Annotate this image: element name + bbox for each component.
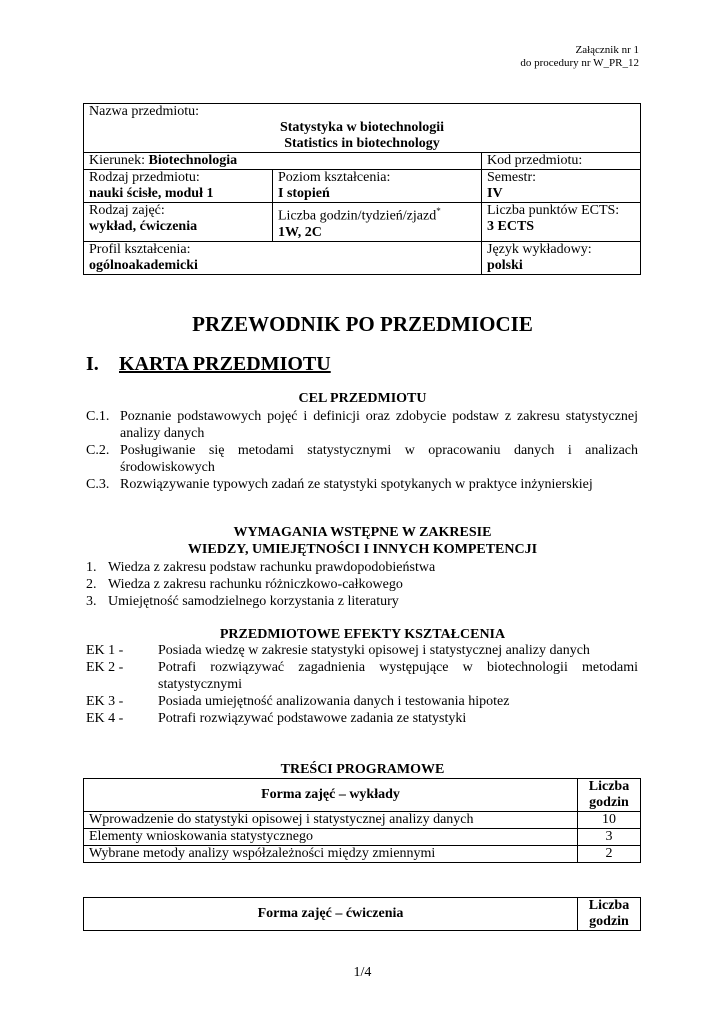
lecture-topic: Wprowadzenie do statystyki opisowej i statystycznej analizy danych xyxy=(84,812,578,829)
lectures-hours-header xyxy=(578,779,641,812)
class-type-value: wykład, ćwiczenia xyxy=(89,219,198,234)
course-code-cell xyxy=(482,153,641,170)
exercises-table xyxy=(83,897,641,931)
requirement-text: Wiedza z zakresu podstaw rachunku prawdopodobieństwa xyxy=(108,560,436,575)
attachment-line-1: Załącznik nr 1 xyxy=(575,44,639,56)
field-of-study-value: Biotechnologia xyxy=(148,153,238,168)
list-item xyxy=(86,693,638,710)
outcome-text: Potrafi rozwiązywać podstawowe zadania ze statystyki xyxy=(158,711,467,726)
list-item xyxy=(86,442,638,476)
objectives-heading: CEL PRZEDMIOTU xyxy=(298,391,427,406)
exercises-hours-header xyxy=(578,898,641,931)
course-code-label: Kod przedmiotu: xyxy=(487,153,583,168)
requirement-label: 1. xyxy=(86,560,97,575)
outcome-label: EK 2 - xyxy=(86,660,124,675)
hours-cell xyxy=(273,203,482,242)
section-number: I. xyxy=(86,353,99,375)
outcome-text: Potrafi rozwiązywać zagadnienia występujące w biotechnologii metodami statystycznymi xyxy=(158,660,638,692)
section-title: KARTA PRZEDMIOTU xyxy=(119,353,331,375)
hours-header-line-1: Liczba xyxy=(588,898,630,913)
table-row xyxy=(84,846,641,863)
list-item xyxy=(86,476,638,493)
language-cell xyxy=(482,241,641,274)
lectures-table xyxy=(83,778,641,863)
education-level-cell xyxy=(273,170,482,203)
course-type-label: Rodzaj przedmiotu: xyxy=(89,170,200,185)
section-heading xyxy=(86,353,331,376)
program-content-heading: TREŚCI PROGRAMOWE xyxy=(280,762,445,777)
language-value: polski xyxy=(487,257,523,273)
list-item xyxy=(86,593,638,610)
objective-text: Posługiwanie się metodami statystycznymi w opracowaniu danych i analizach środowiskowych xyxy=(120,443,638,475)
lectures-header: Forma zajęć – wykłady xyxy=(84,779,578,812)
hours-header-line-2: godzin xyxy=(589,914,629,929)
field-of-study-cell xyxy=(84,153,482,170)
course-info-table xyxy=(83,103,641,275)
class-type-cell xyxy=(84,203,273,242)
requirements-heading-2: WIEDZY, UMIEJĘTNOŚCI I INNYCH KOMPETENCJI xyxy=(187,542,538,557)
list-item xyxy=(86,559,638,576)
requirement-label: 2. xyxy=(86,577,97,592)
education-level-label: Poziom kształcenia: xyxy=(278,170,391,185)
requirement-text: Umiejętność samodzielnego korzystania z literatury xyxy=(108,594,399,609)
education-profile-label: Profil kształcenia: xyxy=(89,241,191,257)
outcome-label: EK 4 - xyxy=(86,711,124,726)
objective-label: C.1. xyxy=(86,409,110,424)
objective-label: C.3. xyxy=(86,477,110,492)
hours-footnote-mark: * xyxy=(436,206,441,216)
course-type-cell xyxy=(84,170,273,203)
lecture-hours: 3 xyxy=(578,829,641,846)
requirement-text: Wiedza z zakresu rachunku różniczkowo-całkowego xyxy=(108,577,403,592)
outcome-label: EK 1 - xyxy=(86,643,124,658)
hours-value: 1W, 2C xyxy=(278,224,322,240)
semester-label: Semestr: xyxy=(487,170,536,185)
hours-label: Liczba godzin/tydzień/zjazd xyxy=(278,208,437,224)
class-type-label: Rodzaj zajęć: xyxy=(89,203,165,218)
lecture-topic: Elementy wnioskowania statystycznego xyxy=(84,829,578,846)
outcomes-list xyxy=(86,642,638,727)
course-name-en: Statistics in biotechnology xyxy=(284,136,440,151)
list-item xyxy=(86,576,638,593)
course-name-pl: Statystyka w biotechnologii xyxy=(279,120,445,135)
page-title: PRZEWODNIK PO PRZEDMIOCIE xyxy=(192,312,533,336)
objectives-list xyxy=(86,408,638,493)
course-name-label: Nazwa przedmiotu: xyxy=(89,104,200,119)
course-type-value: nauki ścisłe, moduł 1 xyxy=(89,186,214,201)
outcome-label: EK 3 - xyxy=(86,694,124,709)
education-profile-cell xyxy=(84,241,482,274)
hours-header-line-1: Liczba xyxy=(588,779,630,794)
lecture-topic: Wybrane metody analizy współzależności między zmiennymi xyxy=(84,846,578,863)
list-item xyxy=(86,710,638,727)
list-item xyxy=(86,408,638,442)
table-row xyxy=(84,812,641,829)
list-item xyxy=(86,642,638,659)
list-item xyxy=(86,659,638,693)
requirement-label: 3. xyxy=(86,594,97,609)
ects-cell xyxy=(482,203,641,242)
objective-text: Rozwiązywanie typowych zadań ze statystyki spotykanych w praktyce inżynierskiej xyxy=(120,477,593,492)
outcome-text: Posiada wiedzę w zakresie statystyki opisowej i statystycznej analizy danych xyxy=(158,643,590,658)
exercises-header: Forma zajęć – ćwiczenia xyxy=(84,898,578,931)
page-number: 1/4 xyxy=(353,965,372,980)
objective-text: Poznanie podstawowych pojęć i definicji oraz zdobycie podstaw z zakresu statystycznej analizy danych xyxy=(120,409,638,441)
lecture-hours: 10 xyxy=(578,812,641,829)
ects-label: Liczba punktów ECTS: xyxy=(487,203,620,218)
lecture-hours: 2 xyxy=(578,846,641,863)
field-of-study-label: Kierunek: xyxy=(89,153,145,168)
ects-value: 3 ECTS xyxy=(487,219,535,234)
semester-value: IV xyxy=(487,186,503,201)
course-name-cell xyxy=(84,104,641,153)
outcome-text: Posiada umiejętność analizowania danych i testowania hipotez xyxy=(158,694,510,709)
education-profile-value: ogólnoakademicki xyxy=(89,257,198,273)
language-label: Język wykładowy: xyxy=(487,241,592,257)
requirements-heading-1: WYMAGANIA WSTĘPNE W ZAKRESIE xyxy=(233,525,492,540)
attachment-note xyxy=(520,44,639,70)
objective-label: C.2. xyxy=(86,443,110,458)
education-level-value: I stopień xyxy=(278,186,330,201)
hours-header-line-2: godzin xyxy=(589,795,629,810)
semester-cell xyxy=(482,170,641,203)
outcomes-heading: PRZEDMIOTOWE EFEKTY KSZTAŁCENIA xyxy=(219,627,506,642)
attachment-line-2: do procedury nr W_PR_12 xyxy=(520,57,639,69)
requirements-list xyxy=(86,559,638,610)
table-row xyxy=(84,829,641,846)
